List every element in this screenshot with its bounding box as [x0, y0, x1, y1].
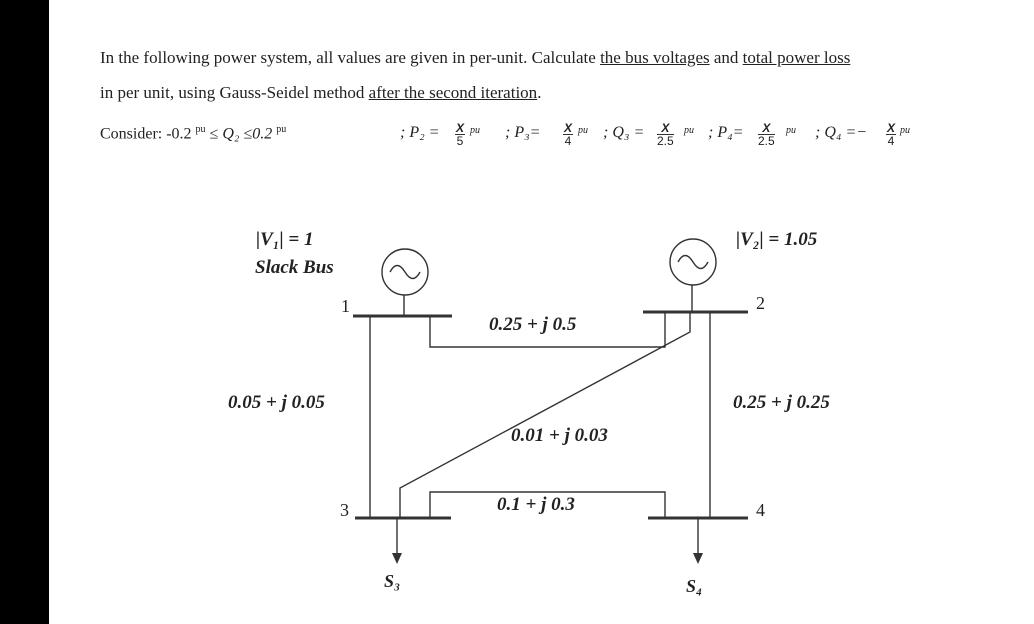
bus2-voltage-label: |V₂| = 1.05	[736, 229, 818, 250]
fraction-numerator: X	[887, 121, 896, 135]
pu-unit: pu	[470, 125, 480, 136]
fraction-numerator: X	[657, 122, 674, 135]
bus2-number: 2	[756, 293, 765, 313]
underlined-second-iteration: after the second iteration	[368, 83, 538, 102]
slack-bus-label: Slack Bus	[255, 257, 334, 278]
fraction-numerator: X	[564, 121, 573, 135]
bus1-number: 1	[341, 296, 350, 316]
fraction-denominator: 5	[456, 134, 464, 148]
fraction-denominator: 2.5	[657, 134, 674, 148]
load-4-arrow-icon	[693, 553, 703, 564]
impedance-3-4: 0.1 + j 0.3	[497, 494, 575, 515]
pu-unit: pu	[786, 125, 796, 136]
q2-limit: ≤ Q₂ ≤0.2	[205, 125, 277, 143]
fraction-denominator: 4	[887, 134, 895, 148]
fraction-denominator: 2.5	[758, 134, 775, 148]
problem-text: and	[709, 48, 743, 67]
impedance-2-4: 0.25 + j 0.25	[733, 392, 830, 413]
pu-unit: pu	[900, 125, 910, 136]
consider-text: Consider: -0.2	[100, 125, 196, 143]
fraction-denominator: 4	[564, 134, 572, 148]
impedance-2-3: 0.01 + j 0.03	[511, 425, 608, 446]
impedance-1-2: 0.25 + j 0.5	[489, 314, 577, 335]
pu-sup: pu	[195, 124, 206, 135]
problem-text: In the following power system, all values are given in per-unit. Calculate	[100, 48, 601, 67]
impedance-1-3: 0.05 + j 0.05	[228, 392, 325, 413]
underlined-total-power-loss: total power loss	[742, 48, 851, 67]
load-s3-label: S₃	[384, 571, 401, 591]
generator-1-sine	[390, 266, 420, 279]
p2-label: ; P₂ =	[400, 124, 440, 141]
load-s4-label: S₄	[686, 576, 703, 596]
pu-unit: pu	[578, 125, 588, 136]
p3-label: ; P₃=	[505, 124, 541, 141]
pu-sup: pu	[276, 124, 287, 135]
load-3-arrow-icon	[392, 553, 402, 564]
bus1-voltage-label: |V₁| = 1	[256, 229, 314, 250]
bus4-number: 4	[756, 500, 765, 520]
problem-text: .	[537, 83, 542, 102]
p4-label: ; P₄=	[708, 124, 744, 141]
problem-text: in per unit, using Gauss-Seidel method	[100, 83, 369, 102]
q4-label: ; Q₄ =−	[815, 124, 868, 141]
pu-unit: pu	[684, 125, 694, 136]
generator-2-sine	[678, 256, 708, 269]
underlined-bus-voltages: the bus voltages	[600, 48, 710, 67]
q3-label: ; Q₃ =	[603, 124, 645, 141]
line-2-3	[400, 312, 690, 518]
bus3-number: 3	[340, 500, 349, 520]
fraction-numerator: X	[758, 122, 775, 135]
fraction-numerator: X	[456, 121, 465, 135]
